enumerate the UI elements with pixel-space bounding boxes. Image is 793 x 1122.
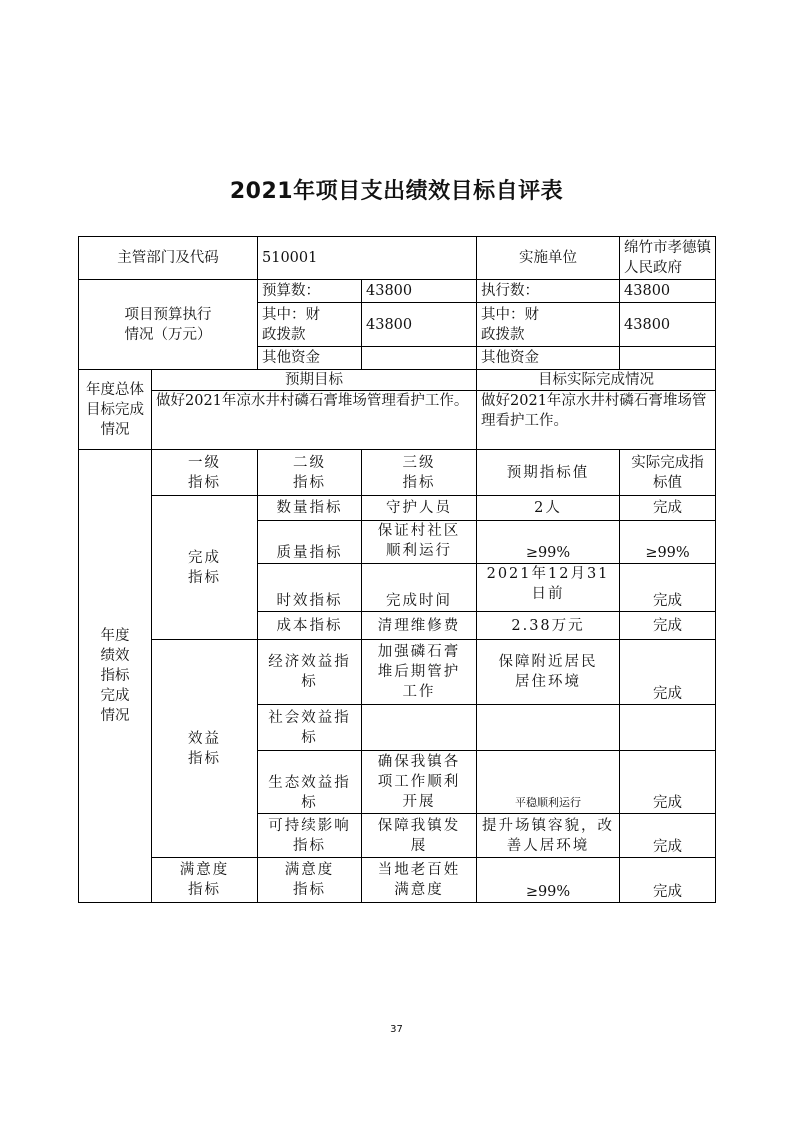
l2-cell: 满意度指标 <box>258 858 362 903</box>
l2-cell: 社会效益指标 <box>258 705 362 751</box>
table-row <box>79 858 716 903</box>
dept-code: 510001 <box>258 237 477 280</box>
actual-cell: 完成 <box>620 814 716 858</box>
expected-cell: 平稳顺利运行 <box>477 751 620 814</box>
indicators-section-label: 年度绩效指标完成情况 <box>79 450 152 903</box>
l3-cell <box>362 705 477 751</box>
other-funds-exec <box>620 347 716 370</box>
actual-cell: 完成 <box>620 496 716 521</box>
l2-cell: 生态效益指标 <box>258 751 362 814</box>
self-evaluation-table <box>78 236 716 903</box>
unit-value: 绵竹市孝德镇人民政府 <box>620 237 716 280</box>
l3-cell: 加强磷石膏堆后期管护工作 <box>362 640 477 705</box>
fiscal-label: 其中：财政拨款 <box>258 303 362 347</box>
l2-cell: 数量指标 <box>258 496 362 521</box>
unit-label: 实施单位 <box>477 237 620 280</box>
col-expected-header: 预期指标值 <box>477 450 620 496</box>
actual-cell: 完成 <box>620 612 716 640</box>
table-row <box>79 496 716 521</box>
other-funds-label: 其他资金 <box>258 347 362 370</box>
page-title: 2021年项目支出绩效目标自评表 <box>229 179 564 204</box>
budget-amount-value: 43800 <box>362 280 477 303</box>
budget-label: 项目预算执行情况（万元） <box>79 280 258 370</box>
goals-label: 年度总体目标完成情况 <box>79 370 152 450</box>
group-benefit: 效益指标 <box>152 640 258 858</box>
expected-cell: ≥99% <box>477 521 620 564</box>
goals-header-row <box>79 370 716 391</box>
expected-cell: 2人 <box>477 496 620 521</box>
exec-amount-value: 43800 <box>620 280 716 303</box>
l3-cell: 确保我镇各项工作顺利开展 <box>362 751 477 814</box>
actual-cell: ≥99% <box>620 521 716 564</box>
indicators-header-row <box>79 450 716 496</box>
l2-cell: 经济效益指标 <box>258 640 362 705</box>
actual-goal-header: 目标实际完成情况 <box>477 370 716 391</box>
other-funds-budget <box>362 347 477 370</box>
l2-cell: 可持续影响 指标 <box>258 814 362 858</box>
l3-cell: 保障我镇发展 <box>362 814 477 858</box>
header-row <box>79 237 716 280</box>
dept-label: 主管部门及代码 <box>79 237 258 280</box>
exec-amount-label: 执行数： <box>477 280 620 303</box>
actual-cell: 完成 <box>620 640 716 705</box>
goals-text-row <box>79 391 716 450</box>
actual-cell: 完成 <box>620 751 716 814</box>
fiscal-exec-label: 其中：财政拨款 <box>477 303 620 347</box>
page-number: 37 <box>390 1024 403 1035</box>
budget-row <box>79 280 716 303</box>
col-level1-header: 一级指标 <box>152 450 258 496</box>
l3-cell: 当地老百姓满意度 <box>362 858 477 903</box>
l3-cell: 守护人员 <box>362 496 477 521</box>
actual-cell: 完成 <box>620 564 716 612</box>
l3-cell: 保证村社区顺利运行 <box>362 521 477 564</box>
table-row <box>79 640 716 705</box>
budget-amount-label: 预算数： <box>258 280 362 303</box>
expected-cell: ≥99% <box>477 858 620 903</box>
l2-cell: 成本指标 <box>258 612 362 640</box>
expected-cell: 保障附近居民居住环境 <box>477 640 620 705</box>
l2-cell: 质量指标 <box>258 521 362 564</box>
other-funds-exec-label: 其他资金 <box>477 347 620 370</box>
col-level2-header: 二级指标 <box>258 450 362 496</box>
expected-goal-text: 做好2021年凉水井村磷石膏堆场管理看护工作。 <box>152 391 477 450</box>
l2-cell: 时效指标 <box>258 564 362 612</box>
actual-goal-text: 做好2021年凉水井村磷石膏堆场管理看护工作。 <box>477 391 716 450</box>
col-level3-header: 三级指标 <box>362 450 477 496</box>
col-actual-header: 实际完成指标值 <box>620 450 716 496</box>
expected-cell: 2021年12月31日前 <box>477 564 620 612</box>
group-completion: 完成指标 <box>152 496 258 640</box>
expected-cell: 2.38万元 <box>477 612 620 640</box>
fiscal-budget-value: 43800 <box>362 303 477 347</box>
l3-cell: 完成时间 <box>362 564 477 612</box>
expected-goal-header: 预期目标 <box>152 370 477 391</box>
group-satisfaction: 满意度指标 <box>152 858 258 903</box>
expected-cell: 提升场镇容貌，改善人居环境 <box>477 814 620 858</box>
actual-cell: 完成 <box>620 858 716 903</box>
l3-cell: 清理维修费 <box>362 612 477 640</box>
expected-cell <box>477 705 620 751</box>
actual-cell <box>620 705 716 751</box>
fiscal-exec-value: 43800 <box>620 303 716 347</box>
